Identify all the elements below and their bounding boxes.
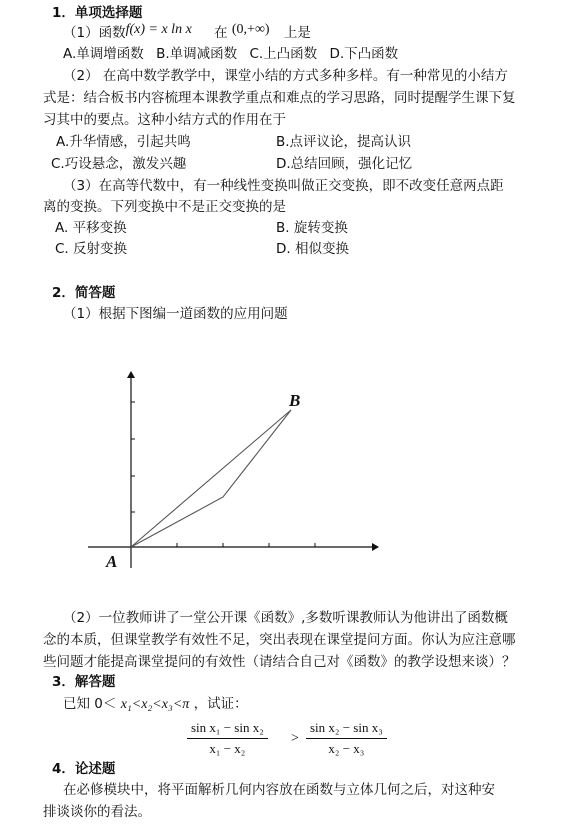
question-1-1-mid: 在 bbox=[214, 25, 228, 41]
given-statement bbox=[63, 695, 248, 714]
section-2-heading: 2．简答题 bbox=[52, 285, 116, 301]
question-2-2-line-2: 念的本质，但课堂教学有效性不足，突出表现在课堂提问方面。你认为应注意哪 bbox=[43, 632, 516, 648]
interval-formula: (0,+∞) bbox=[231, 22, 270, 37]
question-2-2-line-3: 些问题才能提高课堂提问的有效性（请结合自己对《函数》的教学设想来谈）？ bbox=[43, 654, 516, 670]
question-1-1-suffix: 上是 bbox=[283, 25, 311, 41]
essay-line-1: 在必修模块中，将平面解析几何内容放在函数与立体几何之后，对这种安 bbox=[63, 782, 495, 798]
lhs-numerator: sin x₁ − sin x₂ bbox=[187, 720, 268, 739]
question-1-1 bbox=[63, 24, 311, 43]
line-a-to-b bbox=[131, 410, 291, 547]
option-d: D. 相似变换 bbox=[276, 241, 349, 257]
given-inequality: x₁<x₂<x₃<π bbox=[120, 697, 190, 712]
option-c: C.上凸函数 bbox=[249, 46, 318, 62]
rhs-denominator: x₂ − x₃ bbox=[328, 741, 365, 756]
question-1-1-options bbox=[63, 45, 398, 63]
point-b-label: B bbox=[289, 391, 301, 410]
lhs-denominator: x₁ − x₂ bbox=[209, 741, 246, 756]
point-a-label: A bbox=[106, 552, 118, 571]
option-c: C.巧设悬念，激发兴趣 bbox=[51, 156, 187, 172]
question-1-2-line-1: （2） 在高中数学教学中，课堂小结的方式多种多样。有一种常见的小结方 bbox=[63, 68, 508, 84]
question-2-1: （1）根据下图编一道函数的应用问题 bbox=[63, 306, 288, 322]
option-a: A. 平移变换 bbox=[55, 220, 127, 236]
question-1-2-line-3: 习其中的要点。这种小结方式的作用在于 bbox=[43, 112, 286, 128]
question-1-2-line-2: 式是：结合板书内容梳理本课教学重点和难点的学习思路，同时提醒学生课下复 bbox=[43, 90, 516, 106]
lhs-fraction bbox=[187, 720, 268, 757]
option-b: B.单调减函数 bbox=[156, 46, 238, 62]
option-a: A.单调增函数 bbox=[63, 46, 144, 62]
option-d: D.下凸函数 bbox=[329, 46, 399, 62]
polyline-a-to-b bbox=[131, 410, 291, 547]
rhs-numerator: sin x₂ − sin x₃ bbox=[306, 720, 387, 739]
inequality-sign: > bbox=[291, 731, 299, 746]
option-c: C. 反射变换 bbox=[55, 241, 128, 257]
question-1-1-prefix: （1）函数 bbox=[63, 25, 126, 41]
question-2-2-line-1: （2）一位教师讲了一堂公开课《函数》,多数听课教师认为他讲出了函数概 bbox=[63, 610, 508, 626]
option-a: A.升华情感，引起共鸣 bbox=[56, 134, 191, 150]
section-3-heading: 3．解答题 bbox=[52, 674, 116, 690]
given-prefix: 已知 0＜ bbox=[63, 696, 117, 712]
section-4-heading: 4．论述题 bbox=[52, 761, 116, 777]
section-1-heading: 1．单项选择题 bbox=[52, 5, 143, 21]
essay-line-2: 排谈谈你的看法。 bbox=[43, 804, 151, 820]
rhs-fraction bbox=[306, 720, 387, 757]
axis-ticks bbox=[131, 402, 315, 547]
option-b: B. 旋转变换 bbox=[276, 220, 348, 236]
option-b: B.点评议论，提高认识 bbox=[276, 134, 412, 150]
question-1-3-line-1: （3）在高等代数中，有一种线性变换叫做正交变换，即不改变任意两点距 bbox=[63, 178, 504, 194]
option-d: D.总结回顾，强化记忆 bbox=[276, 156, 413, 172]
question-1-3-line-2: 离的变换。下列变换中不是正交变换的是 bbox=[43, 199, 286, 215]
function-formula: f(x) = x ln x bbox=[125, 22, 192, 37]
given-suffix: ，试证： bbox=[193, 696, 248, 712]
